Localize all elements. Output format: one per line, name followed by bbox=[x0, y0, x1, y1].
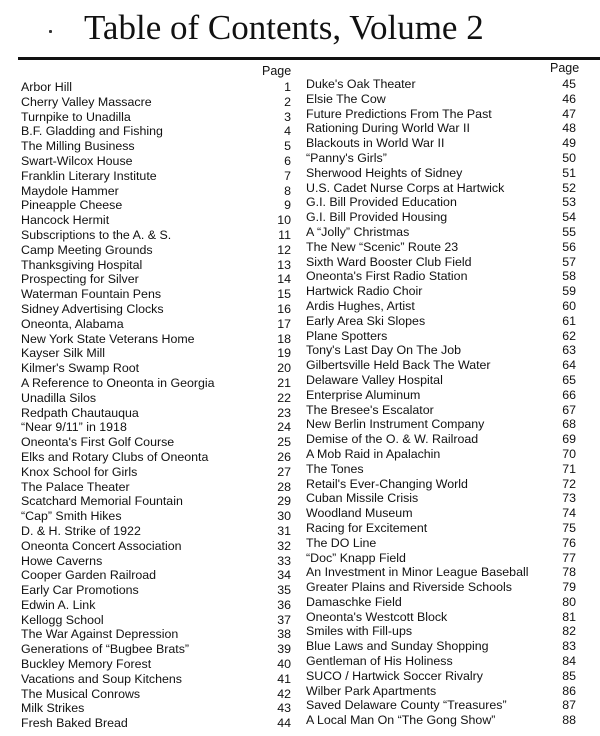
toc-entry bbox=[21, 95, 291, 110]
toc-entry bbox=[306, 210, 576, 225]
toc-entry-page: 72 bbox=[562, 476, 576, 491]
toc-entry-page: 81 bbox=[562, 609, 576, 624]
toc-entry-page: 39 bbox=[277, 642, 291, 657]
toc-entry bbox=[306, 299, 576, 314]
toc-entry bbox=[306, 462, 576, 477]
toc-entry bbox=[306, 536, 576, 551]
toc-entry-page: 41 bbox=[277, 671, 291, 686]
toc-entry-title: Fresh Baked Bread bbox=[21, 716, 128, 731]
toc-entry bbox=[306, 624, 576, 639]
toc-entry bbox=[21, 391, 291, 406]
toc-entry-title: Early Area Ski Slopes bbox=[306, 313, 426, 328]
toc-entry-title: Wilber Park Apartments bbox=[306, 683, 437, 698]
toc-entry-title: Rationing During World War II bbox=[306, 121, 470, 136]
toc-entry-page: 3 bbox=[284, 109, 291, 124]
toc-entry bbox=[306, 684, 576, 699]
toc-entry bbox=[306, 491, 576, 506]
toc-entry-page: 53 bbox=[562, 195, 576, 210]
toc-entry-title: B.F. Gladding and Fishing bbox=[21, 124, 163, 139]
toc-entry-title: Sidney Advertising Clocks bbox=[21, 301, 164, 316]
toc-entry-page: 28 bbox=[277, 479, 291, 494]
toc-entry bbox=[21, 613, 291, 628]
toc-entry-page: 70 bbox=[562, 446, 576, 461]
toc-entry bbox=[21, 509, 291, 524]
toc-entry bbox=[306, 698, 576, 713]
toc-entry bbox=[21, 376, 291, 391]
toc-entry-title: Howe Caverns bbox=[21, 553, 103, 568]
toc-entry bbox=[21, 494, 291, 509]
toc-entry-title: The War Against Depression bbox=[21, 627, 179, 642]
toc-entry-title: Gentleman of His Holiness bbox=[306, 654, 453, 669]
toc-entry-page: 20 bbox=[277, 361, 291, 376]
toc-entry-title: Buckley Memory Forest bbox=[21, 657, 152, 672]
toc-entry-title: Milk Strikes bbox=[21, 701, 85, 716]
toc-entry-page: 61 bbox=[562, 313, 576, 328]
toc-entry-title: SUCO / Hartwick Soccer Rivalry bbox=[306, 668, 483, 683]
toc-entry-title: Maydole Hammer bbox=[21, 183, 119, 198]
toc-entry-title: The New “Scenic” Route 23 bbox=[306, 239, 459, 254]
toc-entry bbox=[21, 672, 291, 687]
toc-entry-title: Cooper Garden Railroad bbox=[21, 568, 156, 583]
toc-entry-title: The Milling Business bbox=[21, 139, 135, 154]
toc-entry bbox=[306, 121, 576, 136]
toc-entry-page: 63 bbox=[562, 343, 576, 358]
toc-entry bbox=[306, 358, 576, 373]
toc-entry-page: 37 bbox=[277, 612, 291, 627]
toc-entry-page: 47 bbox=[562, 106, 576, 121]
toc-entry-page: 5 bbox=[284, 139, 291, 154]
toc-entry bbox=[21, 332, 291, 347]
toc-entry-page: 50 bbox=[562, 150, 576, 165]
toc-entry-page: 46 bbox=[562, 91, 576, 106]
toc-entry bbox=[306, 136, 576, 151]
toc-entry bbox=[21, 524, 291, 539]
toc-entry-title: Scatchard Memorial Fountain bbox=[21, 494, 183, 509]
toc-entry bbox=[21, 450, 291, 465]
toc-entry-title: A Reference to Oneonta in Georgia bbox=[21, 375, 215, 390]
toc-entry bbox=[306, 151, 576, 166]
toc-entry-page: 7 bbox=[284, 168, 291, 183]
toc-entry-title: Edwin A. Link bbox=[21, 597, 96, 612]
toc-entry-page: 60 bbox=[562, 298, 576, 313]
toc-entry-page: 54 bbox=[562, 210, 576, 225]
toc-entry-title: Pineapple Cheese bbox=[21, 198, 123, 213]
toc-entry bbox=[306, 610, 576, 625]
toc-entry-page: 65 bbox=[562, 372, 576, 387]
toc-entry-page: 88 bbox=[562, 713, 576, 728]
toc-entry-title: Camp Meeting Grounds bbox=[21, 242, 153, 257]
toc-entry-title: The Bresee's Escalator bbox=[306, 402, 434, 417]
toc-entry-title: The DO Line bbox=[306, 535, 377, 550]
toc-entry-page: 82 bbox=[562, 624, 576, 639]
toc-entry bbox=[21, 598, 291, 613]
toc-entry-page: 17 bbox=[277, 316, 291, 331]
toc-entry-page: 12 bbox=[277, 242, 291, 257]
toc-entry-title: A “Jolly” Christmas bbox=[306, 224, 410, 239]
toc-entry-title: Kellogg School bbox=[21, 612, 104, 627]
toc-entry-page: 27 bbox=[277, 464, 291, 479]
toc-entry-page: 77 bbox=[562, 550, 576, 565]
toc-entry bbox=[21, 124, 291, 139]
toc-entry-page: 73 bbox=[562, 491, 576, 506]
toc-entry bbox=[21, 258, 291, 273]
toc-entry-title: Plane Spotters bbox=[306, 328, 388, 343]
toc-entry bbox=[306, 595, 576, 610]
toc-entry-page: 43 bbox=[277, 701, 291, 716]
toc-entry bbox=[306, 373, 576, 388]
toc-entry-page: 45 bbox=[562, 77, 576, 91]
toc-entry-title: Oneonta, Alabama bbox=[21, 316, 124, 331]
toc-entry-title: Racing for Excitement bbox=[306, 520, 428, 535]
toc-entry-title: Kayser Silk Mill bbox=[21, 346, 105, 361]
toc-entry bbox=[306, 314, 576, 329]
toc-entry-title: Cuban Missile Crisis bbox=[306, 491, 419, 506]
toc-entry-title: D. & H. Strike of 1922 bbox=[21, 523, 141, 538]
toc-entry-page: 14 bbox=[277, 272, 291, 287]
toc-entry-title: Greater Plains and Riverside Schools bbox=[306, 580, 512, 595]
toc-entry bbox=[21, 287, 291, 302]
toc-entry bbox=[21, 154, 291, 169]
toc-entry bbox=[306, 240, 576, 255]
toc-entry-title: Oneonta Concert Association bbox=[21, 538, 182, 553]
toc-entry bbox=[306, 669, 576, 684]
toc-entry-page: 62 bbox=[562, 328, 576, 343]
toc-entry-title: The Tones bbox=[306, 461, 364, 476]
toc-entry-page: 56 bbox=[562, 239, 576, 254]
toc-entry-page: 6 bbox=[284, 153, 291, 168]
toc-entry bbox=[306, 432, 576, 447]
toc-entry-title: G.I. Bill Provided Housing bbox=[306, 210, 448, 225]
toc-entry-page: 25 bbox=[277, 435, 291, 450]
toc-entry bbox=[21, 346, 291, 361]
toc-entry bbox=[306, 107, 576, 122]
toc-entry bbox=[21, 80, 291, 95]
toc-entry-title: G.I. Bill Provided Education bbox=[306, 195, 457, 210]
toc-entry-page: 1 bbox=[284, 80, 291, 94]
toc-entry bbox=[21, 716, 291, 731]
toc-entry bbox=[21, 406, 291, 421]
toc-entry-page: 59 bbox=[562, 284, 576, 299]
toc-entry-page: 36 bbox=[277, 597, 291, 612]
toc-entry bbox=[21, 465, 291, 480]
toc-entry-title: Cherry Valley Massacre bbox=[21, 94, 152, 109]
toc-entry-page: 85 bbox=[562, 668, 576, 683]
toc-entry bbox=[306, 417, 576, 432]
toc-column-left bbox=[21, 80, 291, 731]
toc-entry-page: 64 bbox=[562, 358, 576, 373]
toc-entry-title: “Near 9/11” in 1918 bbox=[21, 420, 127, 435]
toc-entry-page: 87 bbox=[562, 698, 576, 713]
toc-entry bbox=[21, 627, 291, 642]
toc-entry-page: 76 bbox=[562, 535, 576, 550]
toc-entry-title: Hartwick Radio Choir bbox=[306, 284, 423, 299]
toc-entry-title: Redpath Chautauqua bbox=[21, 405, 139, 420]
toc-entry-page: 21 bbox=[277, 375, 291, 390]
toc-entry-page: 19 bbox=[277, 346, 291, 361]
toc-entry bbox=[21, 539, 291, 554]
toc-entry bbox=[21, 184, 291, 199]
toc-entry bbox=[306, 77, 576, 92]
toc-entry-title: Arbor Hill bbox=[21, 80, 72, 94]
toc-entry-title: An Investment in Minor League Baseball bbox=[306, 565, 529, 580]
toc-entry bbox=[306, 255, 576, 270]
toc-entry-title: Tony's Last Day On The Job bbox=[306, 343, 462, 358]
toc-entry-page: 26 bbox=[277, 449, 291, 464]
toc-entry-title: Enterprise Aluminum bbox=[306, 387, 421, 402]
toc-entry-page: 66 bbox=[562, 387, 576, 402]
toc-entry-title: Kilmer's Swamp Root bbox=[21, 361, 140, 376]
toc-entry-page: 84 bbox=[562, 654, 576, 669]
toc-entry-page: 86 bbox=[562, 683, 576, 698]
toc-entry bbox=[21, 213, 291, 228]
toc-entry bbox=[21, 272, 291, 287]
toc-entry-page: 80 bbox=[562, 594, 576, 609]
toc-entry bbox=[306, 225, 576, 240]
toc-entry-page: 18 bbox=[277, 331, 291, 346]
toc-entry bbox=[306, 521, 576, 536]
toc-entry-title: Damaschke Field bbox=[306, 594, 402, 609]
toc-entry-title: Thanksgiving Hospital bbox=[21, 257, 143, 272]
toc-entry bbox=[21, 642, 291, 657]
toc-entry-page: 52 bbox=[562, 180, 576, 195]
toc-entry-page: 23 bbox=[277, 405, 291, 420]
toc-entry-title: A Mob Raid in Apalachin bbox=[306, 446, 441, 461]
toc-entry-title: Turnpike to Unadilla bbox=[21, 109, 131, 124]
toc-entry-title: Unadilla Silos bbox=[21, 390, 97, 405]
page-column-header-left: Page bbox=[262, 64, 292, 78]
toc-entry-page: 9 bbox=[284, 198, 291, 213]
toc-entry bbox=[306, 181, 576, 196]
toc-entry-title: Generations of “Bugbee Brats” bbox=[21, 642, 190, 657]
toc-entry bbox=[306, 713, 576, 728]
toc-entry-page: 67 bbox=[562, 402, 576, 417]
toc-entry-title: Hancock Hermit bbox=[21, 213, 110, 228]
toc-entry-title: “Panny's Girls” bbox=[306, 150, 387, 165]
toc-entry-page: 83 bbox=[562, 639, 576, 654]
toc-entry-title: Subscriptions to the A. & S. bbox=[21, 227, 172, 242]
toc-entry bbox=[21, 420, 291, 435]
toc-column-right bbox=[306, 77, 576, 728]
toc-entry-title: Saved Delaware County “Treasures” bbox=[306, 698, 507, 713]
toc-entry bbox=[306, 166, 576, 181]
toc-entry-title: Franklin Literary Institute bbox=[21, 168, 157, 183]
toc-entry bbox=[306, 551, 576, 566]
toc-entry-title: Woodland Museum bbox=[306, 506, 413, 521]
toc-entry-title: Duke's Oak Theater bbox=[306, 77, 416, 91]
toc-entry bbox=[21, 243, 291, 258]
toc-entry bbox=[306, 343, 576, 358]
toc-entry-page: 44 bbox=[277, 716, 291, 731]
toc-entry bbox=[306, 92, 576, 107]
toc-entry-title: Vacations and Soup Kitchens bbox=[21, 671, 182, 686]
toc-entry-title: Smiles with Fill-ups bbox=[306, 624, 413, 639]
toc-entry-page: 35 bbox=[277, 583, 291, 598]
toc-entry-page: 33 bbox=[277, 553, 291, 568]
toc-entry-title: Retail's Ever-Changing World bbox=[306, 476, 468, 491]
toc-entry-title: Knox School for Girls bbox=[21, 464, 138, 479]
toc-entry-page: 15 bbox=[277, 287, 291, 302]
toc-entry-page: 11 bbox=[278, 227, 291, 242]
toc-entry-title: Waterman Fountain Pens bbox=[21, 287, 162, 302]
toc-entry-title: Sixth Ward Booster Club Field bbox=[306, 254, 472, 269]
toc-entry bbox=[306, 580, 576, 595]
toc-entry-page: 55 bbox=[562, 224, 576, 239]
toc-entry-title: Gilbertsville Held Back The Water bbox=[306, 358, 491, 373]
toc-entry bbox=[306, 269, 576, 284]
toc-entry bbox=[21, 228, 291, 243]
page-title: Table of Contents, Volume 2 bbox=[84, 8, 484, 47]
toc-entry bbox=[21, 554, 291, 569]
toc-entry-page: 34 bbox=[277, 568, 291, 583]
toc-entry-title: U.S. Cadet Nurse Corps at Hartwick bbox=[306, 180, 505, 195]
toc-entry-page: 4 bbox=[284, 124, 291, 139]
toc-entry-page: 58 bbox=[562, 269, 576, 284]
toc-entry-title: The Musical Conrows bbox=[21, 686, 141, 701]
toc-entry-title: Blackouts in World War II bbox=[306, 136, 445, 151]
toc-entry bbox=[306, 195, 576, 210]
toc-entry bbox=[21, 110, 291, 125]
toc-entry-page: 31 bbox=[277, 523, 291, 538]
toc-entry bbox=[21, 657, 291, 672]
toc-entry bbox=[306, 403, 576, 418]
toc-entry-title: Delaware Valley Hospital bbox=[306, 372, 443, 387]
toc-entry-page: 51 bbox=[562, 165, 576, 180]
toc-entry-page: 22 bbox=[277, 390, 291, 405]
toc-entry-title: Early Car Promotions bbox=[21, 583, 139, 598]
toc-entry-title: Oneonta's First Golf Course bbox=[21, 435, 175, 450]
toc-entry-page: 10 bbox=[277, 213, 291, 228]
toc-entry-page: 24 bbox=[277, 420, 291, 435]
toc-entry-title: New Berlin Instrument Company bbox=[306, 417, 485, 432]
toc-entry-page: 48 bbox=[562, 121, 576, 136]
toc-entry-page: 49 bbox=[562, 136, 576, 151]
title-rule bbox=[18, 57, 600, 60]
toc-entry bbox=[306, 477, 576, 492]
toc-entry-page: 42 bbox=[277, 686, 291, 701]
toc-entry-page: 69 bbox=[562, 432, 576, 447]
toc-entry bbox=[21, 302, 291, 317]
toc-entry-page: 8 bbox=[284, 183, 291, 198]
toc-entry bbox=[21, 139, 291, 154]
toc-entry bbox=[21, 198, 291, 213]
toc-entry bbox=[306, 506, 576, 521]
toc-entry-title: A Local Man On “The Gong Show” bbox=[306, 713, 496, 728]
toc-entry bbox=[306, 388, 576, 403]
toc-entry bbox=[306, 447, 576, 462]
toc-entry-title: “Doc” Knapp Field bbox=[306, 550, 406, 565]
toc-entry-page: 57 bbox=[562, 254, 576, 269]
toc-entry-title: Prospecting for Silver bbox=[21, 272, 139, 287]
toc-entry-page: 75 bbox=[562, 520, 576, 535]
toc-entry-page: 79 bbox=[562, 580, 576, 595]
toc-entry-title: Elks and Rotary Clubs of Oneonta bbox=[21, 449, 209, 464]
toc-entry bbox=[306, 284, 576, 299]
toc-entry bbox=[21, 583, 291, 598]
stray-mark bbox=[49, 30, 52, 33]
toc-entry-title: Future Predictions From The Past bbox=[306, 106, 492, 121]
toc-entry-page: 29 bbox=[277, 494, 291, 509]
toc-entry bbox=[21, 435, 291, 450]
page-column-header-right: Page bbox=[550, 61, 580, 75]
toc-entry-page: 68 bbox=[562, 417, 576, 432]
toc-entry-title: The Palace Theater bbox=[21, 479, 130, 494]
toc-entry-page: 38 bbox=[277, 627, 291, 642]
toc-entry bbox=[306, 329, 576, 344]
toc-entry-page: 30 bbox=[277, 509, 291, 524]
toc-entry bbox=[21, 361, 291, 376]
toc-entry bbox=[21, 687, 291, 702]
toc-entry bbox=[306, 565, 576, 580]
toc-entry-title: Oneonta's Westcott Block bbox=[306, 609, 448, 624]
toc-entry-page: 16 bbox=[277, 301, 291, 316]
toc-entry bbox=[21, 317, 291, 332]
toc-entry-page: 40 bbox=[277, 657, 291, 672]
toc-entry-title: Sherwood Heights of Sidney bbox=[306, 165, 463, 180]
toc-entry-page: 2 bbox=[284, 94, 291, 109]
toc-entry bbox=[21, 169, 291, 184]
toc-entry-title: New York State Veterans Home bbox=[21, 331, 195, 346]
toc-entry-title: Blue Laws and Sunday Shopping bbox=[306, 639, 489, 654]
toc-entry-page: 78 bbox=[562, 565, 576, 580]
toc-entry-title: Demise of the O. & W. Railroad bbox=[306, 432, 479, 447]
toc-entry-page: 74 bbox=[562, 506, 576, 521]
toc-entry bbox=[21, 701, 291, 716]
toc-entry-page: 32 bbox=[277, 538, 291, 553]
toc-entry bbox=[306, 654, 576, 669]
toc-entry-title: “Cap” Smith Hikes bbox=[21, 509, 122, 524]
toc-entry-page: 13 bbox=[277, 257, 291, 272]
toc-entry bbox=[21, 568, 291, 583]
toc-entry-title: Ardis Hughes, Artist bbox=[306, 298, 415, 313]
toc-entry bbox=[21, 480, 291, 495]
toc-entry-title: Swart-Wilcox House bbox=[21, 153, 133, 168]
toc-entry bbox=[306, 639, 576, 654]
toc-entry-title: Elsie The Cow bbox=[306, 91, 386, 106]
toc-entry-title: Oneonta's First Radio Station bbox=[306, 269, 468, 284]
toc-entry-page: 71 bbox=[562, 461, 576, 476]
